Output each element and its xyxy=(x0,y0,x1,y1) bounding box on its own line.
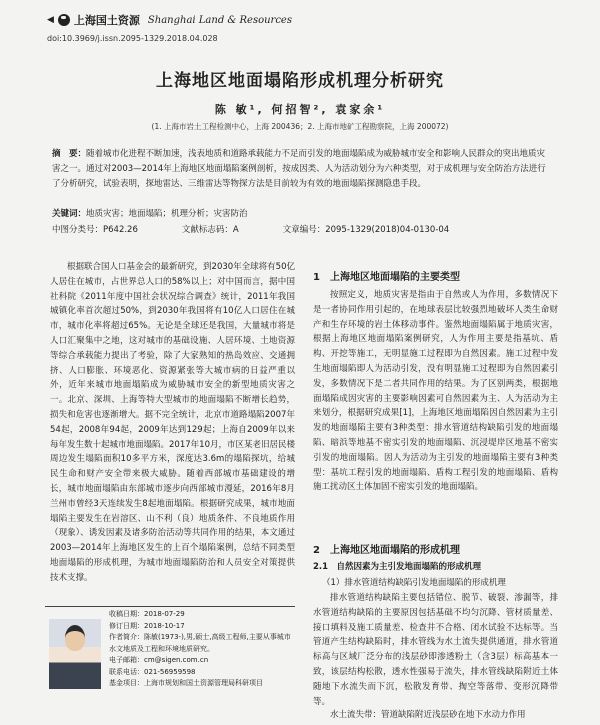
author-phone: 联系电话：021-56959598 xyxy=(109,667,196,676)
received-date: 收稿日期：2018-07-29 xyxy=(109,610,185,618)
section-2-last-line: 水土流失带：管道缺陷附近浅层砂在地下水动力作用 xyxy=(330,710,526,720)
classification xyxy=(52,223,548,235)
author-bio: 作者简介：陈敏(1973-),男,硕士,高级工程师,主要从事城市水文地质及工程和环境地质研究。 xyxy=(109,633,291,653)
author-info-lines xyxy=(109,609,295,690)
journal-name-en: Shanghai Land & Resources xyxy=(147,14,292,26)
author-photo xyxy=(49,619,101,689)
keywords xyxy=(52,207,548,219)
journal-header xyxy=(47,12,292,28)
section-1-text: 按照定义，地质灾害是指由于自然或人为作用，多数情况下是一者协同作用引起的，在地球表层比较强烈地破坏人类生命财产和生存环境的岩土体移动事件。鉴然地面塌陷属于地质灾害，根据上海地区地面塌陷案例研究，人为作用主要是指基坑、盾构、开挖等施工，无明显施工过程即为自然因素。施工过程中发生地面塌陷即人为活动引发，没有明显施工过程即为自然因素引发，多数情况下是二者共同作用的结果。为了区别两类，根据地面塌陷成因灾害的主要影响因素可自然因素为主、人为活动为主来划分，根据研究成果[1]，上海地区地面塌陷因自然因素为主引发的地面塌陷主要有3种类型：排水管道结构缺陷引发的地面塌陷、暗浜等地基不密实引发的地面塌陷、沉浸堤岸区地基不密实引发的地面塌陷。因人为活动为主引发的地面塌陷主要有3种类型：基坑工程引发的地面塌陷、盾构工程引发的地面塌陷、盾构施工扰动区土体加固不密实引发的地面塌陷。 xyxy=(313,290,558,493)
clc-number: 中图分类号：P642.26 xyxy=(52,225,138,235)
abstract-label: 摘 要： xyxy=(52,149,87,159)
revised-date: 修订日期：2018-10-17 xyxy=(109,621,185,630)
journal-name-cn: 上海国土资源 xyxy=(73,14,140,27)
author-email[interactable]: 电子邮箱：cm@sigen.com.cn xyxy=(109,656,209,664)
journal-logo-icon xyxy=(58,14,70,26)
affiliations: (1. 上海市岩土工程检测中心，上海 200436；2. 上海市地矿工程勘察院，上海 200072) xyxy=(151,122,449,131)
section-2-text: 排水管道结构缺陷主要包括错位、脱节、破裂、渗漏等，排水管道结构缺陷的主要原因包括基础不均匀沉降、管材质量差、接口填料及施工质量差、检查井不合格、闭水试验不达标等。当管道产生结构缺陷时，排水管线为水土流失提供通道，排水管道标高与区域厂泛分布的浅层砂即渗透粉土（含3层）标高基本一致，该层结构松散，透水性强易于流失，排水管线缺陷附近土体随地下水流失而下沉，松散发育带、掏空等落带、变形沉降带等。 xyxy=(313,593,558,707)
arrow-icon: ◀ xyxy=(47,15,54,25)
section-2-heading: 2 上海地区地面塌陷的形成机理 xyxy=(313,545,460,556)
authors: 陈 敏¹, 何招智², 袁家余¹ xyxy=(214,103,386,116)
keywords-text: 地质灾害；地面塌陷；机理分析；灾害防治 xyxy=(86,209,248,219)
intro-paragraph: 根据联合国人口基金会的最新研究，到2030年全球将有50亿人居住在城市，占世界总人口的58%以上；对中国而言，据中国社科院《2011年度中国社会状况综合调查》统计，2011年我国城镇化率首次超过50%，到2030年我国将有10亿人口居住在城市，城市化率将超过65%。无论是全球还是我国，大量城市将是人口汇聚集中之地，这对城市的基础设施、人居环境、土地资源等综合承载能力提出了考验，除了大家熟知的热岛效应、交通拥挤、人口膨胀、环境恶化、资源紧张等大城市病的日益严重以外，近年来城市地面塌陷成为威胁城市安全的新型地质灾害之一。北京、深圳、上海等特大型城市的地面塌陷不断增长趋势，损失和危害也逐渐增大。据不完全统计，北京市道路塌陷2007年54起，2008年94起，2009年达到129起；上海自2009年以来每年发生数十起城市地面塌陷。2017年10月，市区某老旧居民楼周边发生塌陷面积10多平方米，深度达3.6m的塌陷探坑，给城民生命和财产安全带来极大威胁。随着西部城市基础建设的增长，城市地面塌陷由东部城市逐步向西部城市漫延，2016年8月兰州市曾经3天连续发生8起地面塌陷。根据研究成果，城市地面塌陷主要发生在岩溶区、山不利（良）地质条件、不良地质作用（现象）、诱发因素及诸多防治活动等共同作用的结果，本文通过2003—2014年上海地区发生的上百个塌陷案例，总结不同类型地面塌陷的形成机理，为城市地面塌陷防治和人员安全对策提供技术支撑。 xyxy=(50,262,295,583)
document-code: 文献标志码：A xyxy=(181,225,239,235)
section-2-1-1-heading: （1）排水管道结构缺陷引发地面塌陷的形成机理 xyxy=(322,578,506,588)
abstract-text: 随着城市化进程不断加速，浅表地质和道路承载能力不足而引发的地面塌陷成为威胁城市安全和影响人民群众的突出地质灾害之一。通过对2003—2014年上海地区地面塌陷案例剖析，按成因类、人为活动划分为六种类型，对于成机理与安全防治方法进行了分析研究，试验表明，探地雷达、三维雷达等物探方法是目前较为有效的地面塌陷探测隐患手段。 xyxy=(52,149,546,189)
author-info-box xyxy=(45,606,295,719)
section-1-heading: 1 上海地区地面塌陷的主要类型 xyxy=(313,272,460,283)
abstract xyxy=(52,147,548,192)
keywords-label: 关键词： xyxy=(52,209,87,219)
paper-title: 上海地区地面塌陷形成机理分析研究 xyxy=(156,71,444,91)
doi[interactable]: doi:10.3969/j.issn.2095-1329.2018.04.028 xyxy=(47,34,218,43)
section-2-1-heading: 2.1 自然因素为主引发地面塌陷的形成机理 xyxy=(313,562,482,572)
article-number: 文章编号：2095-1329(2018)04-0130-04 xyxy=(282,225,450,235)
fund-project: 基金项目：上海市规划和国土资源管理局科研项目 xyxy=(109,679,263,687)
